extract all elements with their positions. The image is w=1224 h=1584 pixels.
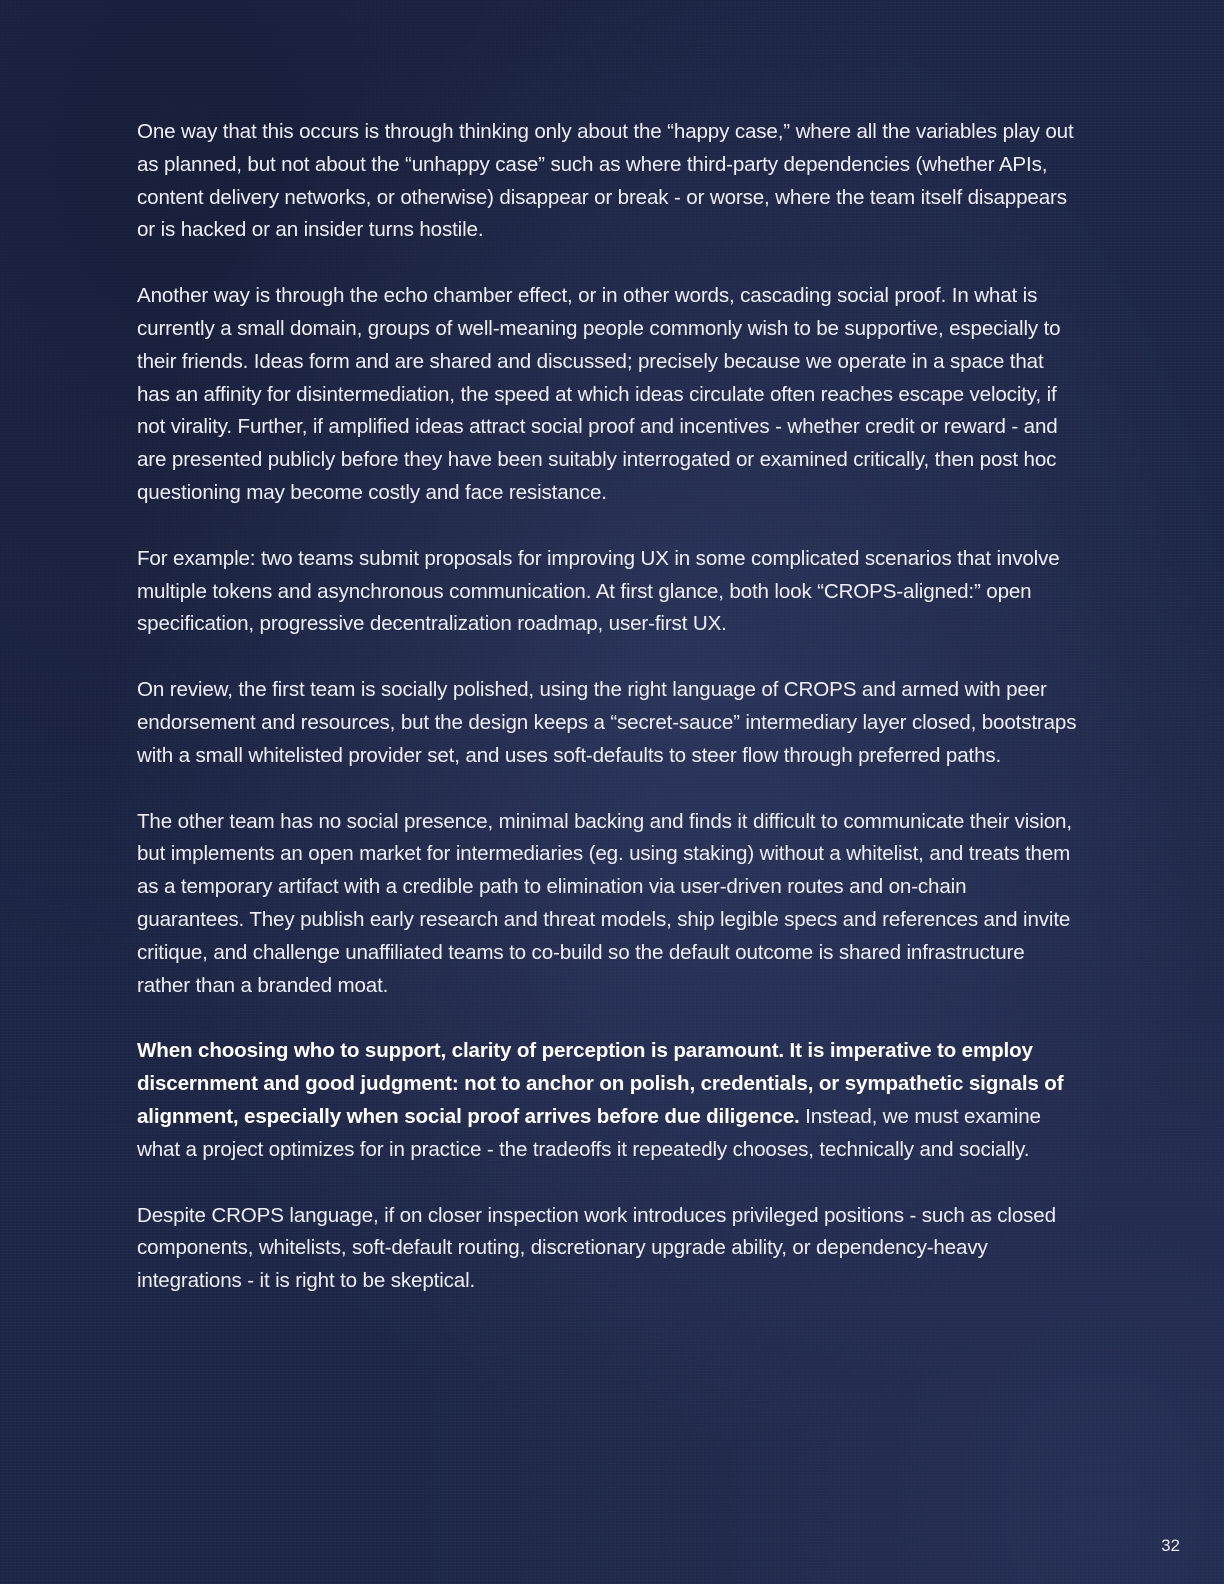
paragraph-other-team: The other team has no social presence, minimal backing and finds it difficult to communicate their vision, but implements an open market for intermediaries (eg. using staking) without a whitelist, and treats them as a temporary artifact with a credible path to elimination via user-driven routes and on-chain guarantees. They publish early research and threat models, ship legible specs and references and invite critique, and challenge unaffiliated teams to co-build so the default outcome is shared infrastructure rather than a branded moat. [137,809,1072,997]
page-number: 32 [1161,1536,1180,1555]
document-body [137,116,1077,1331]
paragraph-emphasis [137,1035,1077,1166]
emphasis-bold-text: When choosing who to support, clarity of perception is paramount. It is imperative to employ discernment and good judgment: not to anchor on polish, credentials, or sympathetic signals of alignment, especially when social proof arrives before due diligence. [137,1039,1064,1128]
paragraph-example: For example: two teams submit proposals for improving UX in some complicated scenarios that involve multiple tokens and asynchronous communication. At first glance, both look “CROPS-aligned:” open specification, progressive decentralization roadmap, user-first UX. [137,546,1060,636]
paragraph-closing: Despite CROPS language, if on closer inspection work introduces privileged positions - such as closed components, whitelists, soft-default routing, discretionary upgrade ability, or dependency-heavy integrations - it is right to be skeptical. [137,1203,1056,1293]
paragraph-first-team: On review, the first team is socially polished, using the right language of CROPS and armed with peer endorsement and resources, but the design keeps a “secret-sauce” intermediary layer closed, bootstraps with a small whitelisted provider set, and uses soft-defaults to steer flow through preferred paths. [137,678,1077,767]
paragraph-echo-chamber: Another way is through the echo chamber effect, or in other words, cascading social proof. In what is currently a small domain, groups of well-meaning people commonly wish to be supportive, especially to their friends. Ideas form and are shared and discussed; precisely because we operate in a space that has an affinity for disintermediation, the speed at which ideas circulate often reaches escape velocity, if not virality. Further, if amplified ideas attract social proof and incentives - whether credit or reward - and are presented publicly before they have been suitably interrogated or examined critically, then post hoc questioning may become costly and face resistance. [137,284,1061,504]
emphasis-regular-text: Instead, we must examine what a project optimizes for in practice - the tradeoffs it repeatedly chooses, technically and socially. [137,1104,1041,1161]
paragraph-happy-case: One way that this occurs is through thinking only about the “happy case,” where all the variables play out as planned, but not about the “unhappy case” such as where third-party dependencies (whether APIs, content delivery networks, or otherwise) disappear or break - or worse, where the team itself disappears or is hacked or an insider turns hostile. [137,120,1074,242]
